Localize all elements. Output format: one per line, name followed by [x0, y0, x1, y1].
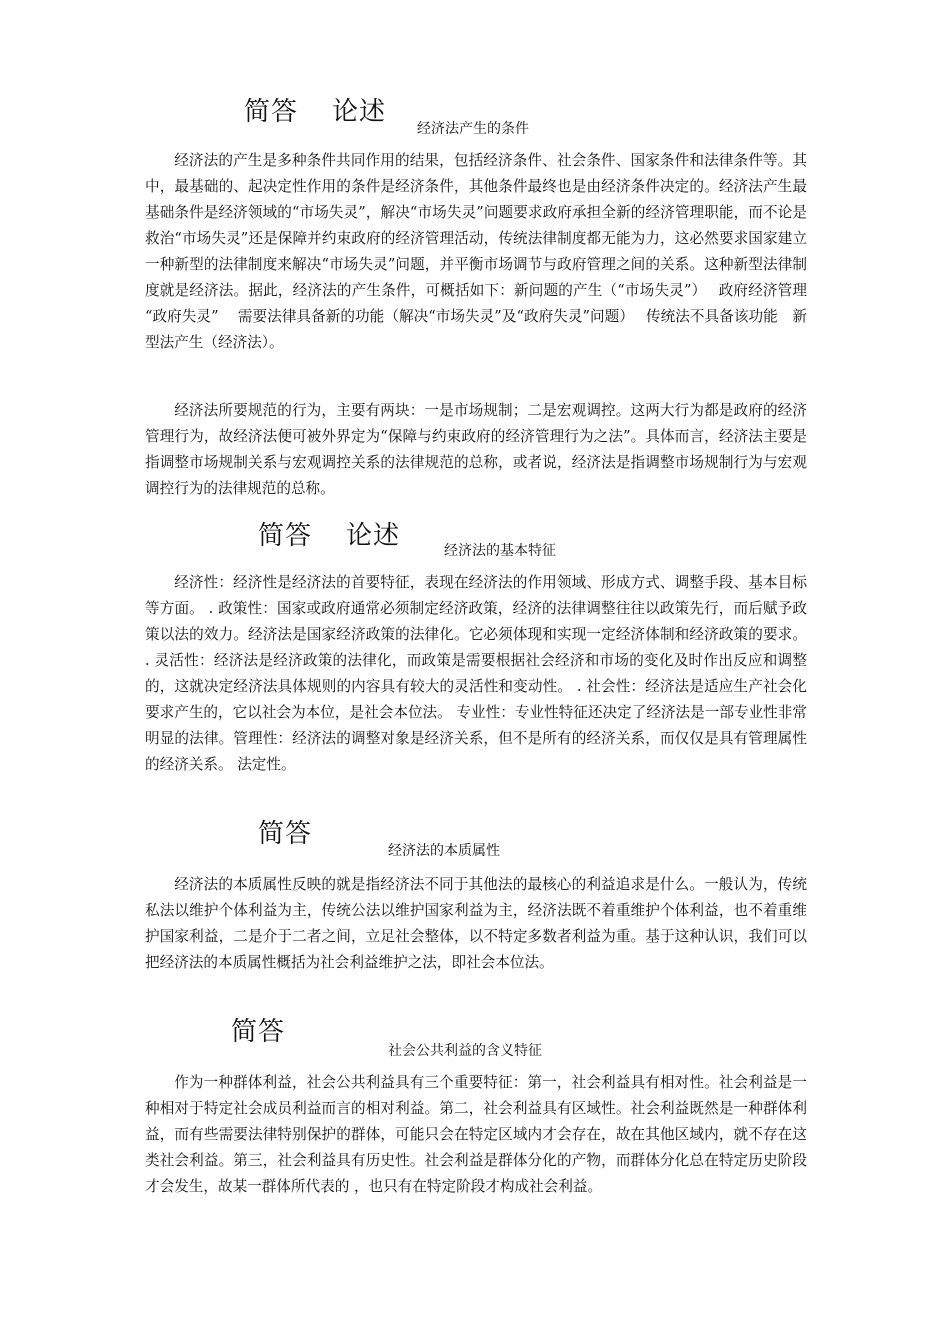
section-subtitle: 经济法的基本特征 [444, 543, 556, 559]
section-paragraph: 经济法的产生是多种条件共同作用的结果，包括经济条件、社会条件、国家条件和法律条件等。其中，最基础的、起决定性作用的条件是经济条件，其他条件最终也是由经济条件决定的。经济法产生最基础条件是经济领域的“市场失灵”，解决“市场失灵”问题要求政府承担全新的经济管理职能，而不论是救治“市场失灵”还是保障并约束政府的经济管理活动，传统法律制度都无能为力，这必然要求国家建立一种新型的法律制度来解决“市场失灵”问题，并平衡市场调节与政府管理之间的关系。这种新型法律制度就是经济法。据此，经济法的产生条件，可概括如下：新问题的产生（“市场失灵”） 政府经济管理 “政府失灵” 需要法律具备新的功能（解决“市场失灵”及“政府失灵”问题） 传统法不具备该功能 新型法产生（经济法）。 [145, 152, 827, 351]
section-paragraph: 经济法所要规范的行为，主要有两块：一是市场规制；二是宏观调控。这两大行为都是政府的经济管理行为，故经济法便可被外界定为“保障与约束政府的经济管理行为之法”。具体而言，经济法主要是指调整市场规制关系与宏观调控关系的法律规范的总称，或者说，经济法是指调整市场规制行为与宏观调控行为的法律规范的总称。 [145, 402, 807, 497]
section-tag: 论述 [332, 97, 387, 127]
section-subtitle: 社会公共利益的含义特征 [388, 1043, 542, 1059]
section-tag: 论述 [346, 521, 401, 551]
section-paragraph: 经济性：经济性是经济法的首要特征，表现在经济法的作用领域、形成方式、调整手段、基本目标等方面。 . 政策性：国家或政府通常必须制定经济政策，经济的法律调整往往以政策先行，而后赋予政策以法的效力。经济法是国家经济政策的法律化。它必须体现和实现一定经济体制和经济政策的要求。 . 灵活性：经济法是经济政策的法律化，而政策是需要根据社会经济和市场的变化及时作出反应和调整的，这就决定经济法具体规则的内容具有较大的灵活性和变动性。 . 社会性：经济法是适应生产社会化要求产生的，它以社会为本位，是社会本位法。 专业性：专业性特征还决定了经济法是一部专业性非常明显的法律。管理性：经济法的调整对象是经济关系，但不是所有的经济关系，而仅仅是具有管理属性的经济关系。 法定性。 [145, 574, 807, 773]
section-paragraph: 作为一种群体利益，社会公共利益具有三个重要特征：第一，社会利益具有相对性。社会利益是一种相对于特定社会成员利益而言的相对利益。第二，社会利益具有区域性。社会利益既然是一种群体利益，而有些需要法律特别保护的群体，可能只会在特定区域内才会存在，故在其他区域内，就不存在这类社会利益。第三，社会利益具有历史性。社会利益是群体分化的产物，而群体分化总在特定历史阶段才会发生，故某一群体所代表的 ，也只有在特定阶段才构成社会利益。 [145, 1074, 807, 1195]
section-tag: 简答 [258, 819, 313, 849]
section-paragraph: 经济法的本质属性反映的就是指经济法不同于其他法的最核心的利益追求是什么。一般认为，传统私法以维护个体利益为主，传统公法以维护国家利益为主，经济法既不着重维护个体利益，也不着重维护国家利益，二是介于二者之间，立足社会整体，以不特定多数者利益为重。基于这种认识，我们可以把经济法的本质属性概括为社会利益维护之法，即社会本位法。 [145, 876, 807, 971]
section-tag: 简答 [231, 1017, 286, 1047]
section-subtitle: 经济法的本质属性 [388, 843, 500, 859]
section-subtitle: 经济法产生的条件 [417, 121, 529, 137]
section-tag: 简答 [244, 97, 299, 127]
section-tag: 简答 [258, 521, 313, 551]
